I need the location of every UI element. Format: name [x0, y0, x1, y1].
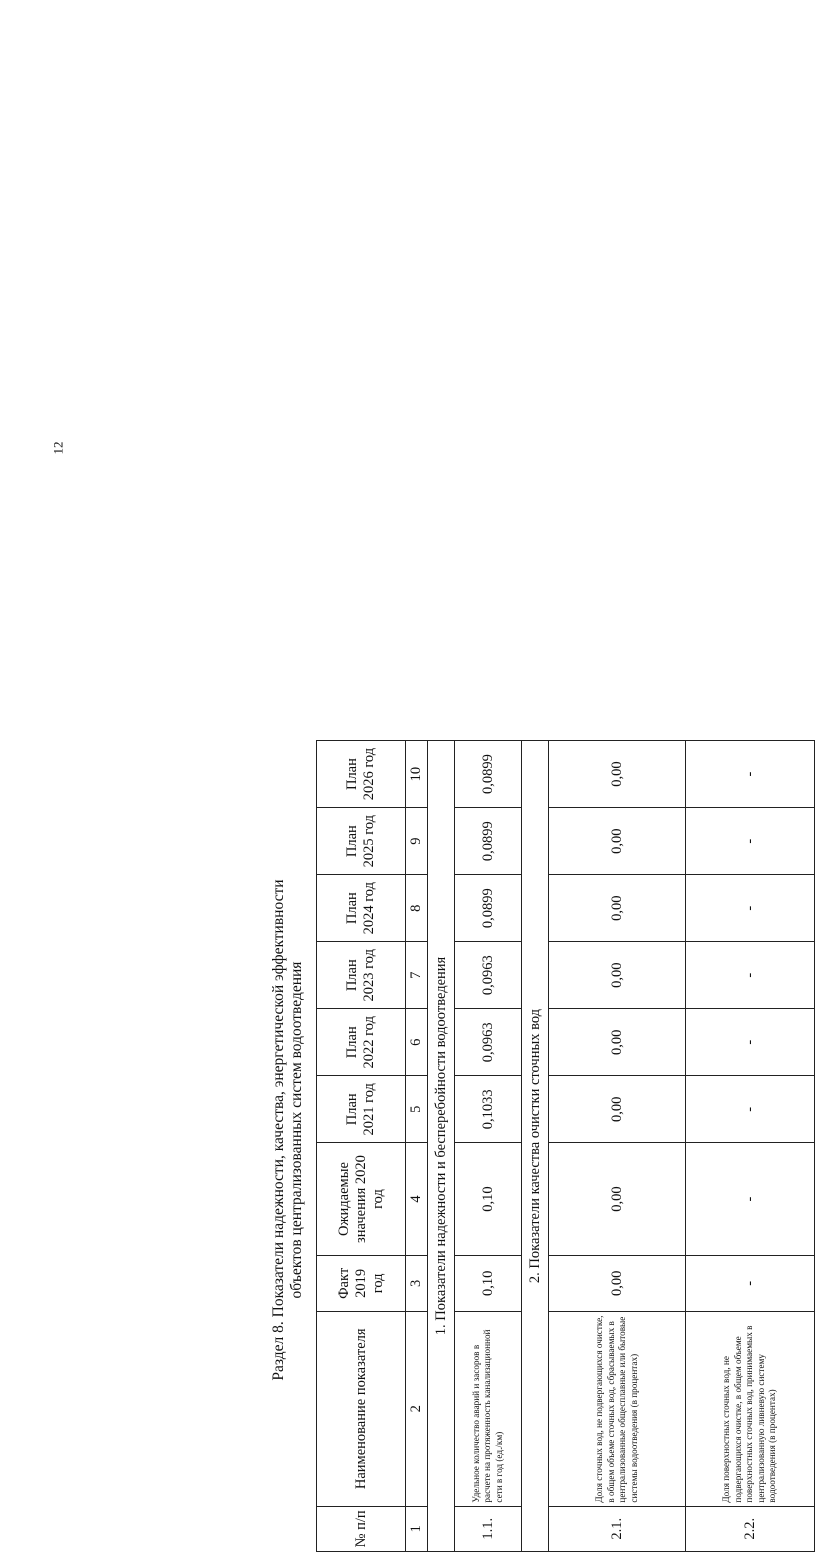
- column-number: 3: [406, 1255, 428, 1311]
- title-line-2: объектов централизованных систем водоотведения: [288, 961, 305, 1299]
- table-row: [549, 741, 686, 1552]
- value-cell: -: [686, 942, 815, 1009]
- section-heading-row: [428, 741, 455, 1552]
- table-row: [686, 741, 815, 1552]
- header-cell: План 2023 год: [317, 942, 406, 1009]
- value-cell: 0,10: [455, 1143, 522, 1255]
- value-cell: 0,0963: [455, 942, 522, 1009]
- value-cell: 0,00: [549, 875, 686, 942]
- value-cell: 0,00: [549, 942, 686, 1009]
- header-cell: План 2024 год: [317, 875, 406, 942]
- row-number: 2.1.: [549, 1506, 686, 1551]
- value-cell: 0,0963: [455, 1009, 522, 1076]
- column-number: 1: [406, 1506, 428, 1551]
- value-cell: -: [686, 741, 815, 808]
- indicators-table: [316, 740, 815, 1552]
- indicator-name: Доля сточных вод, не подвергающихся очистке, в общем объеме сточных вод, сбрасываемых в централизованные общесплавные или бытовые системы водоотведения (в процентах): [549, 1311, 686, 1506]
- section-heading: 2. Показатели качества очистки сточных вод: [522, 741, 549, 1552]
- table-row: [455, 741, 522, 1552]
- value-cell: 0,00: [549, 1255, 686, 1311]
- value-cell: 0,00: [549, 1076, 686, 1143]
- column-number-row: [406, 741, 428, 1552]
- title-line-1: Раздел 8. Показатели надежности, качества, энергетической эффективности: [270, 879, 287, 1381]
- value-cell: -: [686, 1255, 815, 1311]
- column-number: 2: [406, 1311, 428, 1506]
- value-cell: -: [686, 808, 815, 875]
- section-title: [270, 800, 306, 1460]
- header-cell: Ожидаемые значения 2020 год: [317, 1143, 406, 1255]
- header-cell: План 2025 год: [317, 808, 406, 875]
- header-cell: План 2022 год: [317, 1009, 406, 1076]
- value-cell: 0,0899: [455, 741, 522, 808]
- header-cell: Наименование показателя: [317, 1311, 406, 1506]
- indicator-name: Доля поверхностных сточных вод, не подвергающихся очистке, в общем объеме поверхностных сточных вод, принимаемых в централизованную ливневую систему водоотведения (в процентах): [686, 1311, 815, 1506]
- column-number: 7: [406, 942, 428, 1009]
- indicator-name: Удельное количество аварий и засоров в расчете на протяженность канализационной сети в год (ед./км): [455, 1311, 522, 1506]
- header-cell: Факт 2019 год: [317, 1255, 406, 1311]
- header-row: [317, 741, 406, 1552]
- value-cell: -: [686, 1009, 815, 1076]
- row-number: 1.1.: [455, 1506, 522, 1551]
- column-number: 5: [406, 1076, 428, 1143]
- value-cell: 0,00: [549, 1009, 686, 1076]
- column-number: 4: [406, 1143, 428, 1255]
- row-number: 2.2.: [686, 1506, 815, 1551]
- column-number: 8: [406, 875, 428, 942]
- value-cell: 0,00: [549, 808, 686, 875]
- header-cell: План 2026 год: [317, 741, 406, 808]
- column-number: 6: [406, 1009, 428, 1076]
- value-cell: 0,10: [455, 1255, 522, 1311]
- column-number: 9: [406, 808, 428, 875]
- value-cell: 0,00: [549, 1143, 686, 1255]
- header-cell: № п/п: [317, 1506, 406, 1551]
- value-cell: 0,00: [549, 741, 686, 808]
- section-heading-row: [522, 741, 549, 1552]
- rotated-page-content: [260, 720, 778, 1560]
- section-heading: 1. Показатели надежности и бесперебойности водоотведения: [428, 741, 455, 1552]
- value-cell: -: [686, 1076, 815, 1143]
- page-number: 12: [50, 441, 66, 455]
- value-cell: 0,1033: [455, 1076, 522, 1143]
- value-cell: 0,0899: [455, 808, 522, 875]
- header-cell: План 2021 год: [317, 1076, 406, 1143]
- value-cell: -: [686, 1143, 815, 1255]
- value-cell: 0,0899: [455, 875, 522, 942]
- value-cell: -: [686, 875, 815, 942]
- column-number: 10: [406, 741, 428, 808]
